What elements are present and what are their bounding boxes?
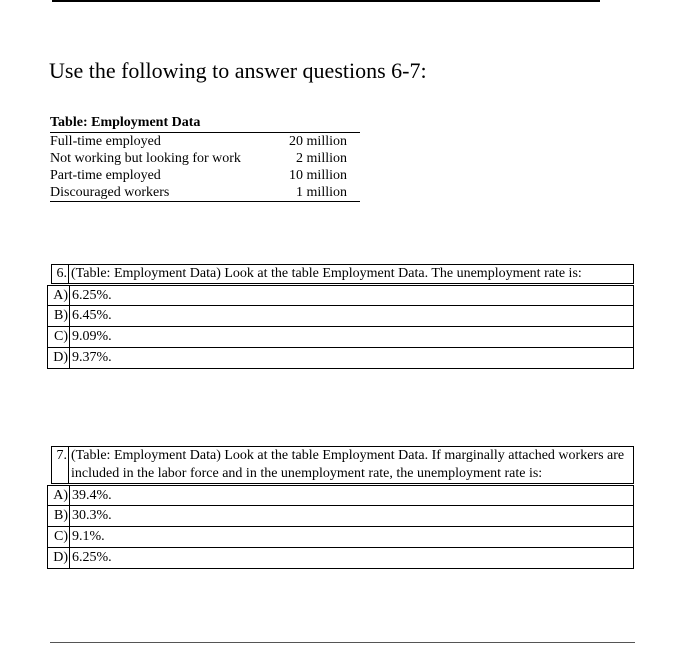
- question-number: 7.: [52, 447, 69, 483]
- question-stem: [51, 446, 634, 484]
- option-text: 9.1%.: [72, 529, 105, 544]
- question-text: (Table: Employment Data) Look at the table Employment Data. If marginally attached workers are included in the labor force and in the unemployment rate, the unemployment rate is:: [71, 448, 625, 481]
- table-title: Table: Employment Data: [50, 115, 201, 130]
- option-letter: D): [48, 548, 70, 568]
- question-6: [47, 264, 634, 369]
- row-value: 2 million: [296, 151, 347, 166]
- option-letter: C): [48, 527, 70, 547]
- table-row: [50, 133, 360, 150]
- option-letter: B): [48, 506, 70, 526]
- answer-option-c[interactable]: [47, 527, 634, 548]
- section-heading: Use the following to answer questions 6-7:: [49, 58, 427, 83]
- previous-question-box-edge: [52, 0, 600, 2]
- row-value: 10 million: [289, 168, 347, 183]
- option-letter: D): [48, 348, 70, 368]
- option-text: 9.09%.: [72, 329, 112, 344]
- option-text: 6.25%.: [72, 288, 112, 303]
- page-divider: [50, 642, 635, 643]
- row-label: Part-time employed: [50, 168, 161, 183]
- answer-option-a[interactable]: [47, 285, 634, 306]
- option-letter: A): [48, 486, 70, 505]
- option-text: 6.45%.: [72, 308, 112, 323]
- row-value: 20 million: [289, 134, 347, 149]
- table-row: [50, 150, 360, 167]
- question-number: 6.: [52, 265, 69, 283]
- employment-data-table: [50, 114, 360, 202]
- question-stem: [51, 264, 634, 284]
- answer-option-a[interactable]: [47, 485, 634, 506]
- option-text: 39.4%.: [72, 488, 112, 503]
- question-text: (Table: Employment Data) Look at the table Employment Data. The unemployment rate is:: [71, 266, 582, 281]
- row-label: Not working but looking for work: [50, 151, 241, 166]
- question-7: [47, 446, 634, 569]
- row-label: Full-time employed: [50, 134, 161, 149]
- option-text: 9.37%.: [72, 350, 112, 365]
- answer-option-d[interactable]: [47, 548, 634, 569]
- option-letter: B): [48, 306, 70, 326]
- answer-option-c[interactable]: [47, 327, 634, 348]
- answer-option-b[interactable]: [47, 306, 634, 327]
- table-row: [50, 184, 360, 201]
- option-text: 30.3%.: [72, 508, 112, 523]
- table-row: [50, 167, 360, 184]
- option-letter: C): [48, 327, 70, 347]
- table-body: [50, 132, 360, 202]
- row-label: Discouraged workers: [50, 185, 170, 200]
- option-text: 6.25%.: [72, 550, 112, 565]
- answer-option-b[interactable]: [47, 506, 634, 527]
- option-letter: A): [48, 286, 70, 305]
- answer-option-d[interactable]: [47, 348, 634, 369]
- row-value: 1 million: [296, 185, 347, 200]
